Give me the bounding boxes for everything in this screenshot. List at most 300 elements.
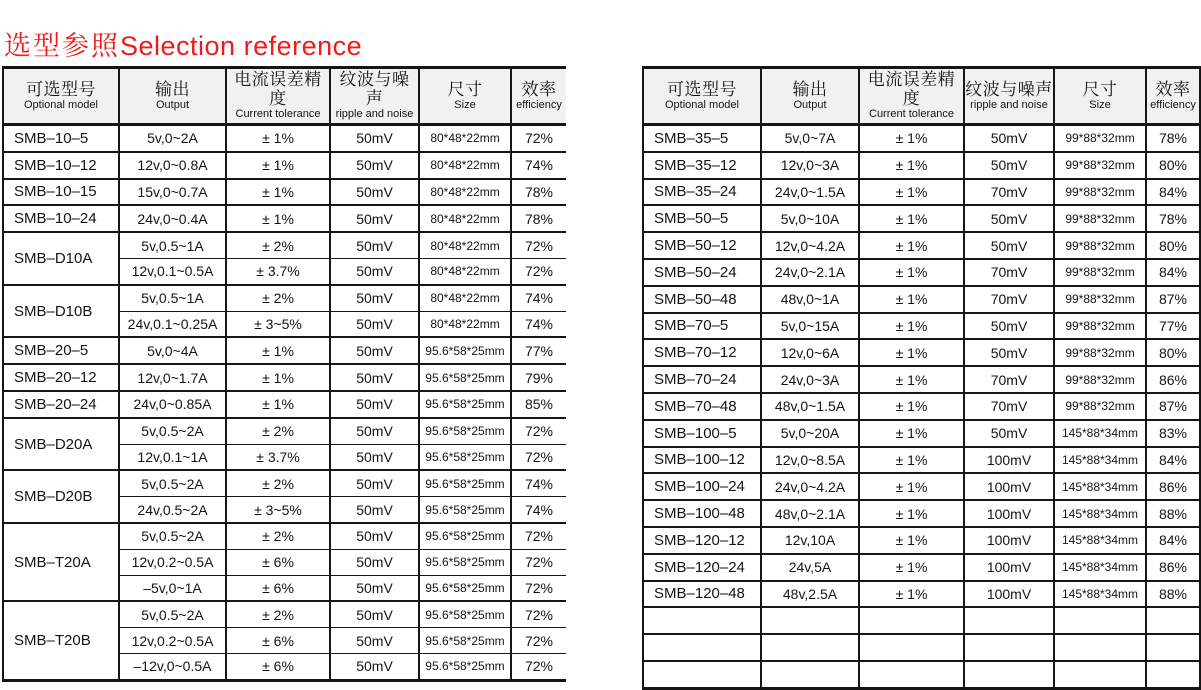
cell-model: SMB–T20B — [3, 601, 119, 680]
cell-efficiency: 72% — [511, 549, 566, 575]
table-row — [643, 393, 1200, 420]
cell-size: 145*88*34mm — [1054, 581, 1146, 608]
cell-model: SMB–100–24 — [643, 473, 761, 500]
cell-size: 99*88*32mm — [1054, 179, 1146, 206]
cell-output: 24v,0.5~2A — [119, 497, 226, 523]
table-row — [643, 527, 1200, 554]
cell-output: 24v,0~4.2A — [761, 473, 859, 500]
table-row — [643, 313, 1200, 340]
cell-size: 95.6*58*25mm — [419, 628, 511, 654]
column-header-zh: 输出 — [155, 79, 190, 99]
column-header-en: Current tolerance — [869, 108, 954, 120]
cell-tolerance: ± 3.7% — [226, 444, 330, 470]
cell-efficiency: 88% — [1146, 500, 1200, 527]
cell-output: 48v,2.5A — [761, 581, 859, 608]
table-row — [643, 366, 1200, 393]
cell-ripple: 50mV — [330, 285, 419, 311]
column-header-en: Size — [1089, 98, 1111, 111]
column-header-ripple — [330, 68, 419, 125]
cell-efficiency: 84% — [1146, 179, 1200, 206]
column-header-en: Optional model — [665, 98, 739, 111]
cell-ripple: 50mV — [330, 258, 419, 284]
cell-ripple: 50mV — [330, 152, 419, 179]
cell-output: 24v,0~0.85A — [119, 391, 226, 418]
cell-efficiency: 72% — [511, 575, 566, 601]
cell-model: SMB–120–12 — [643, 527, 761, 554]
cell-tolerance: ± 1% — [226, 364, 330, 391]
cell-tolerance: ± 1% — [859, 554, 964, 581]
cell-ripple: 50mV — [330, 497, 419, 523]
cell-ripple: 50mV — [964, 339, 1054, 366]
cell-efficiency: 72% — [511, 418, 566, 444]
cell-size: 99*88*32mm — [1054, 152, 1146, 179]
cell-output: 12v,0.2~0.5A — [119, 628, 226, 654]
cell-tolerance: ± 1% — [226, 179, 330, 206]
cell-ripple: 100mV — [964, 500, 1054, 527]
column-header-en: Optional model — [24, 98, 98, 111]
cell-efficiency: 78% — [1146, 125, 1200, 152]
cell-size: 80*48*22mm — [419, 125, 511, 152]
cell-size — [1054, 634, 1146, 661]
cell-size: 99*88*32mm — [1054, 366, 1146, 393]
cell-size: 145*88*34mm — [1054, 527, 1146, 554]
column-header-model — [643, 68, 761, 125]
cell-ripple: 50mV — [964, 152, 1054, 179]
cell-size: 95.6*58*25mm — [419, 549, 511, 575]
column-header-ripple — [964, 68, 1054, 125]
cell-model: SMB–35–5 — [643, 125, 761, 152]
cell-output: –5v,0~1A — [119, 575, 226, 601]
cell-model: SMB–120–48 — [643, 581, 761, 608]
table-row — [643, 339, 1200, 366]
table-row — [643, 554, 1200, 581]
header-row — [643, 68, 1200, 125]
cell-model: SMB–50–48 — [643, 286, 761, 313]
cell-ripple: 50mV — [964, 125, 1054, 152]
cell-efficiency: 72% — [511, 125, 566, 152]
cell-size: 95.6*58*25mm — [419, 575, 511, 601]
cell-model: SMB–100–12 — [643, 447, 761, 474]
column-header-zh: 尺寸 — [447, 79, 483, 99]
table-row — [3, 391, 566, 418]
column-header-zh: 可选型号 — [667, 79, 737, 99]
cell-efficiency: 84% — [1146, 259, 1200, 286]
cell-size: 99*88*32mm — [1054, 313, 1146, 340]
cell-ripple: 50mV — [330, 125, 419, 152]
cell-size: 99*88*32mm — [1054, 232, 1146, 259]
cell-size — [1054, 607, 1146, 634]
cell-ripple: 100mV — [964, 581, 1054, 608]
cell-tolerance: ± 1% — [226, 152, 330, 179]
cell-model: SMB–50–24 — [643, 259, 761, 286]
cell-ripple: 70mV — [964, 259, 1054, 286]
cell-ripple: 50mV — [330, 575, 419, 601]
cell-output: 24v,0~0.4A — [119, 205, 226, 232]
cell-output: 5v,0.5~1A — [119, 232, 226, 258]
table-row — [3, 601, 566, 627]
cell-size: 95.6*58*25mm — [419, 444, 511, 470]
cell-tolerance: ± 3~5% — [226, 311, 330, 337]
cell-output: 12v,0~4.2A — [761, 232, 859, 259]
table-row — [643, 420, 1200, 447]
cell-ripple — [964, 634, 1054, 661]
cell-model: SMB–100–48 — [643, 500, 761, 527]
cell-efficiency: 77% — [1146, 313, 1200, 340]
cell-efficiency: 78% — [1146, 205, 1200, 232]
cell-model: SMB–70–24 — [643, 366, 761, 393]
cell-efficiency: 77% — [511, 337, 566, 364]
cell-output: –12v,0~0.5A — [119, 653, 226, 680]
cell-model — [643, 634, 761, 661]
column-header-tolerance — [226, 68, 330, 125]
column-header-size — [419, 68, 511, 125]
cell-size: 95.6*58*25mm — [419, 653, 511, 680]
table-row — [3, 470, 566, 496]
cell-output: 5v,0~20A — [761, 420, 859, 447]
column-header-zh: 效率 — [1155, 79, 1191, 99]
cell-model: SMB–20–5 — [3, 337, 119, 364]
cell-efficiency: 72% — [511, 258, 566, 284]
cell-tolerance: ± 2% — [226, 470, 330, 496]
cell-output — [761, 634, 859, 661]
cell-ripple — [964, 607, 1054, 634]
cell-size: 145*88*34mm — [1054, 473, 1146, 500]
cell-ripple: 70mV — [964, 393, 1054, 420]
cell-ripple: 50mV — [330, 601, 419, 627]
column-header-zh: 可选型号 — [26, 79, 96, 99]
cell-tolerance — [859, 661, 964, 688]
cell-tolerance: ± 1% — [859, 527, 964, 554]
cell-tolerance: ± 1% — [859, 581, 964, 608]
cell-efficiency: 74% — [511, 152, 566, 179]
cell-output: 24v,5A — [761, 554, 859, 581]
table-row — [643, 125, 1200, 152]
table-row-empty — [643, 661, 1200, 688]
cell-size: 99*88*32mm — [1054, 205, 1146, 232]
cell-output: 5v,0~7A — [761, 125, 859, 152]
cell-output: 48v,0~1.5A — [761, 393, 859, 420]
cell-output: 12v,0~3A — [761, 152, 859, 179]
cell-size: 99*88*32mm — [1054, 286, 1146, 313]
cell-ripple: 100mV — [964, 447, 1054, 474]
cell-output: 48v,0~2.1A — [761, 500, 859, 527]
column-header-size — [1054, 68, 1146, 125]
cell-efficiency: 86% — [1146, 473, 1200, 500]
cell-size: 95.6*58*25mm — [419, 497, 511, 523]
cell-efficiency: 80% — [1146, 339, 1200, 366]
cell-size: 80*48*22mm — [419, 179, 511, 206]
cell-efficiency: 80% — [1146, 232, 1200, 259]
cell-efficiency: 72% — [511, 444, 566, 470]
cell-efficiency: 72% — [511, 523, 566, 549]
cell-efficiency: 74% — [511, 285, 566, 311]
cell-size: 95.6*58*25mm — [419, 337, 511, 364]
cell-size: 80*48*22mm — [419, 152, 511, 179]
cell-model: SMB–120–24 — [643, 554, 761, 581]
cell-efficiency: 72% — [511, 628, 566, 654]
cell-output: 24v,0~2.1A — [761, 259, 859, 286]
cell-efficiency: 87% — [1146, 286, 1200, 313]
cell-model: SMB–70–48 — [643, 393, 761, 420]
cell-tolerance: ± 1% — [226, 337, 330, 364]
cell-ripple: 50mV — [330, 205, 419, 232]
cell-tolerance: ± 1% — [859, 473, 964, 500]
column-header-zh: 电流误差精度 — [867, 70, 956, 108]
cell-output: 15v,0~0.7A — [119, 179, 226, 206]
cell-output: 5v,0~10A — [761, 205, 859, 232]
cell-size: 145*88*34mm — [1054, 420, 1146, 447]
cell-ripple: 100mV — [964, 473, 1054, 500]
table-row — [3, 418, 566, 444]
cell-output: 12v,0~0.8A — [119, 152, 226, 179]
page-title-zh: 选型参照 — [4, 31, 120, 61]
table-row — [3, 523, 566, 549]
cell-ripple: 50mV — [330, 444, 419, 470]
cell-ripple: 70mV — [964, 179, 1054, 206]
column-header-model — [3, 68, 119, 125]
cell-output: 12v,0.1~0.5A — [119, 258, 226, 284]
column-header-zh: 电流误差精度 — [234, 70, 322, 108]
cell-tolerance: ± 1% — [859, 152, 964, 179]
cell-efficiency: 78% — [511, 179, 566, 206]
page-title-en: Selection reference — [120, 31, 363, 61]
cell-efficiency: 87% — [1146, 393, 1200, 420]
cell-tolerance: ± 1% — [859, 125, 964, 152]
cell-model: SMB–20–12 — [3, 364, 119, 391]
cell-tolerance: ± 1% — [859, 393, 964, 420]
cell-efficiency: 84% — [1146, 447, 1200, 474]
cell-ripple: 50mV — [330, 364, 419, 391]
cell-efficiency — [1146, 661, 1200, 688]
column-header-en: ripple and noise — [335, 108, 414, 120]
cell-output: 12v,0.1~1A — [119, 444, 226, 470]
cell-size: 95.6*58*25mm — [419, 523, 511, 549]
cell-ripple: 50mV — [964, 205, 1054, 232]
cell-output: 5v,0.5~2A — [119, 470, 226, 496]
cell-model: SMB–D10B — [3, 285, 119, 338]
cell-size: 80*48*22mm — [419, 232, 511, 258]
table-row — [3, 285, 566, 311]
cell-tolerance: ± 6% — [226, 653, 330, 680]
cell-tolerance: ± 1% — [859, 366, 964, 393]
column-header-zh: 纹波与噪声 — [339, 70, 410, 108]
column-header-output — [761, 68, 859, 125]
cell-ripple: 50mV — [330, 232, 419, 258]
table-row — [3, 364, 566, 391]
cell-output: 12v,0~6A — [761, 339, 859, 366]
cell-ripple: 100mV — [964, 527, 1054, 554]
cell-ripple: 50mV — [330, 179, 419, 206]
cell-ripple: 50mV — [330, 653, 419, 680]
cell-size: 80*48*22mm — [419, 258, 511, 284]
cell-efficiency: 83% — [1146, 420, 1200, 447]
column-header-en: Output — [793, 98, 827, 111]
cell-model: SMB–50–5 — [643, 205, 761, 232]
cell-model: SMB–70–12 — [643, 339, 761, 366]
cell-tolerance: ± 1% — [859, 205, 964, 232]
column-header-en: efficiency — [1150, 98, 1196, 111]
cell-tolerance: ± 1% — [226, 205, 330, 232]
cell-efficiency — [1146, 607, 1200, 634]
selection-table-left — [2, 66, 566, 682]
cell-model: SMB–D20B — [3, 470, 119, 523]
cell-size: 145*88*34mm — [1054, 554, 1146, 581]
cell-efficiency: 74% — [511, 497, 566, 523]
table-row — [643, 152, 1200, 179]
cell-size: 95.6*58*25mm — [419, 418, 511, 444]
cell-output: 12v,0.2~0.5A — [119, 549, 226, 575]
column-header-zh: 尺寸 — [1082, 79, 1118, 99]
cell-model — [643, 607, 761, 634]
column-header-zh: 效率 — [521, 79, 557, 99]
column-header-en: Current tolerance — [235, 108, 321, 120]
cell-size: 99*88*32mm — [1054, 259, 1146, 286]
cell-model: SMB–T20A — [3, 523, 119, 601]
cell-model: SMB–20–24 — [3, 391, 119, 418]
cell-ripple: 50mV — [330, 391, 419, 418]
table-row — [643, 500, 1200, 527]
cell-efficiency: 85% — [511, 391, 566, 418]
column-header-efficiency — [1146, 68, 1200, 125]
cell-efficiency: 74% — [511, 311, 566, 337]
cell-efficiency — [1146, 634, 1200, 661]
selection-table-right — [642, 66, 1201, 690]
cell-size: 95.6*58*25mm — [419, 470, 511, 496]
cell-output: 5v,0.5~2A — [119, 601, 226, 627]
page-title — [4, 24, 362, 63]
cell-tolerance: ± 6% — [226, 549, 330, 575]
cell-output: 48v,0~1A — [761, 286, 859, 313]
column-header-en: ripple and noise — [970, 98, 1048, 111]
cell-efficiency: 78% — [511, 205, 566, 232]
cell-output: 24v,0~1.5A — [761, 179, 859, 206]
cell-size: 80*48*22mm — [419, 205, 511, 232]
cell-efficiency: 79% — [511, 364, 566, 391]
table-row — [643, 286, 1200, 313]
cell-output: 5v,0.5~2A — [119, 418, 226, 444]
cell-model: SMB–100–5 — [643, 420, 761, 447]
table-row — [643, 259, 1200, 286]
cell-size: 95.6*58*25mm — [419, 364, 511, 391]
cell-ripple: 70mV — [964, 286, 1054, 313]
cell-tolerance: ± 6% — [226, 575, 330, 601]
cell-output: 24v,0.1~0.25A — [119, 311, 226, 337]
cell-tolerance — [859, 634, 964, 661]
cell-tolerance: ± 1% — [859, 420, 964, 447]
cell-model: SMB–10–12 — [3, 152, 119, 179]
cell-ripple: 70mV — [964, 366, 1054, 393]
table-row — [643, 581, 1200, 608]
column-header-tolerance — [859, 68, 964, 125]
column-header-zh: 输出 — [792, 79, 828, 99]
cell-ripple: 50mV — [330, 337, 419, 364]
cell-model: SMB–D10A — [3, 232, 119, 285]
table-row-empty — [643, 634, 1200, 661]
cell-ripple — [964, 661, 1054, 688]
cell-ripple: 50mV — [330, 418, 419, 444]
cell-tolerance: ± 2% — [226, 601, 330, 627]
cell-output — [761, 607, 859, 634]
cell-model: SMB–50–12 — [643, 232, 761, 259]
cell-tolerance — [859, 607, 964, 634]
table-row — [3, 337, 566, 364]
cell-size: 95.6*58*25mm — [419, 601, 511, 627]
cell-tolerance: ± 2% — [226, 523, 330, 549]
cell-model: SMB–70–5 — [643, 313, 761, 340]
cell-tolerance: ± 1% — [859, 179, 964, 206]
table-row — [643, 179, 1200, 206]
table-row — [3, 205, 566, 232]
cell-ripple: 50mV — [330, 523, 419, 549]
column-header-en: Size — [454, 98, 476, 111]
cell-size: 99*88*32mm — [1054, 393, 1146, 420]
cell-efficiency: 72% — [511, 653, 566, 680]
table-row — [643, 205, 1200, 232]
cell-model: SMB–10–24 — [3, 205, 119, 232]
cell-efficiency: 88% — [1146, 581, 1200, 608]
cell-size: 80*48*22mm — [419, 285, 511, 311]
cell-size: 145*88*34mm — [1054, 500, 1146, 527]
cell-model — [643, 661, 761, 688]
cell-size: 95.6*58*25mm — [419, 391, 511, 418]
table-row-empty — [643, 607, 1200, 634]
cell-output: 5v,0.5~2A — [119, 523, 226, 549]
cell-efficiency: 86% — [1146, 554, 1200, 581]
cell-model: SMB–35–24 — [643, 179, 761, 206]
cell-tolerance: ± 2% — [226, 232, 330, 258]
header-row — [3, 68, 566, 125]
table-row — [3, 152, 566, 179]
cell-output: 5v,0~2A — [119, 125, 226, 152]
cell-ripple: 100mV — [964, 554, 1054, 581]
cell-tolerance: ± 1% — [226, 391, 330, 418]
cell-output: 5v,0.5~1A — [119, 285, 226, 311]
cell-size: 80*48*22mm — [419, 311, 511, 337]
cell-tolerance: ± 1% — [859, 232, 964, 259]
cell-ripple: 50mV — [330, 549, 419, 575]
cell-tolerance: ± 1% — [859, 500, 964, 527]
table-row — [3, 232, 566, 258]
cell-tolerance: ± 1% — [859, 313, 964, 340]
cell-model: SMB–35–12 — [643, 152, 761, 179]
cell-tolerance: ± 3.7% — [226, 258, 330, 284]
cell-output: 5v,0~4A — [119, 337, 226, 364]
cell-output: 12v,0~1.7A — [119, 364, 226, 391]
cell-size: 145*88*34mm — [1054, 447, 1146, 474]
cell-output: 5v,0~15A — [761, 313, 859, 340]
cell-efficiency: 84% — [1146, 527, 1200, 554]
cell-model: SMB–10–5 — [3, 125, 119, 152]
cell-tolerance: ± 1% — [859, 339, 964, 366]
cell-ripple: 50mV — [964, 232, 1054, 259]
cell-ripple: 50mV — [330, 311, 419, 337]
cell-output: 12v,10A — [761, 527, 859, 554]
cell-tolerance: ± 2% — [226, 285, 330, 311]
column-header-output — [119, 68, 226, 125]
cell-output — [761, 661, 859, 688]
table-row — [3, 125, 566, 152]
cell-output: 12v,0~8.5A — [761, 447, 859, 474]
cell-tolerance: ± 1% — [859, 447, 964, 474]
cell-efficiency: 74% — [511, 470, 566, 496]
cell-model: SMB–10–15 — [3, 179, 119, 206]
cell-tolerance: ± 6% — [226, 628, 330, 654]
cell-tolerance: ± 1% — [226, 125, 330, 152]
cell-size — [1054, 661, 1146, 688]
cell-tolerance: ± 2% — [226, 418, 330, 444]
cell-ripple: 50mV — [330, 628, 419, 654]
cell-ripple: 50mV — [964, 313, 1054, 340]
